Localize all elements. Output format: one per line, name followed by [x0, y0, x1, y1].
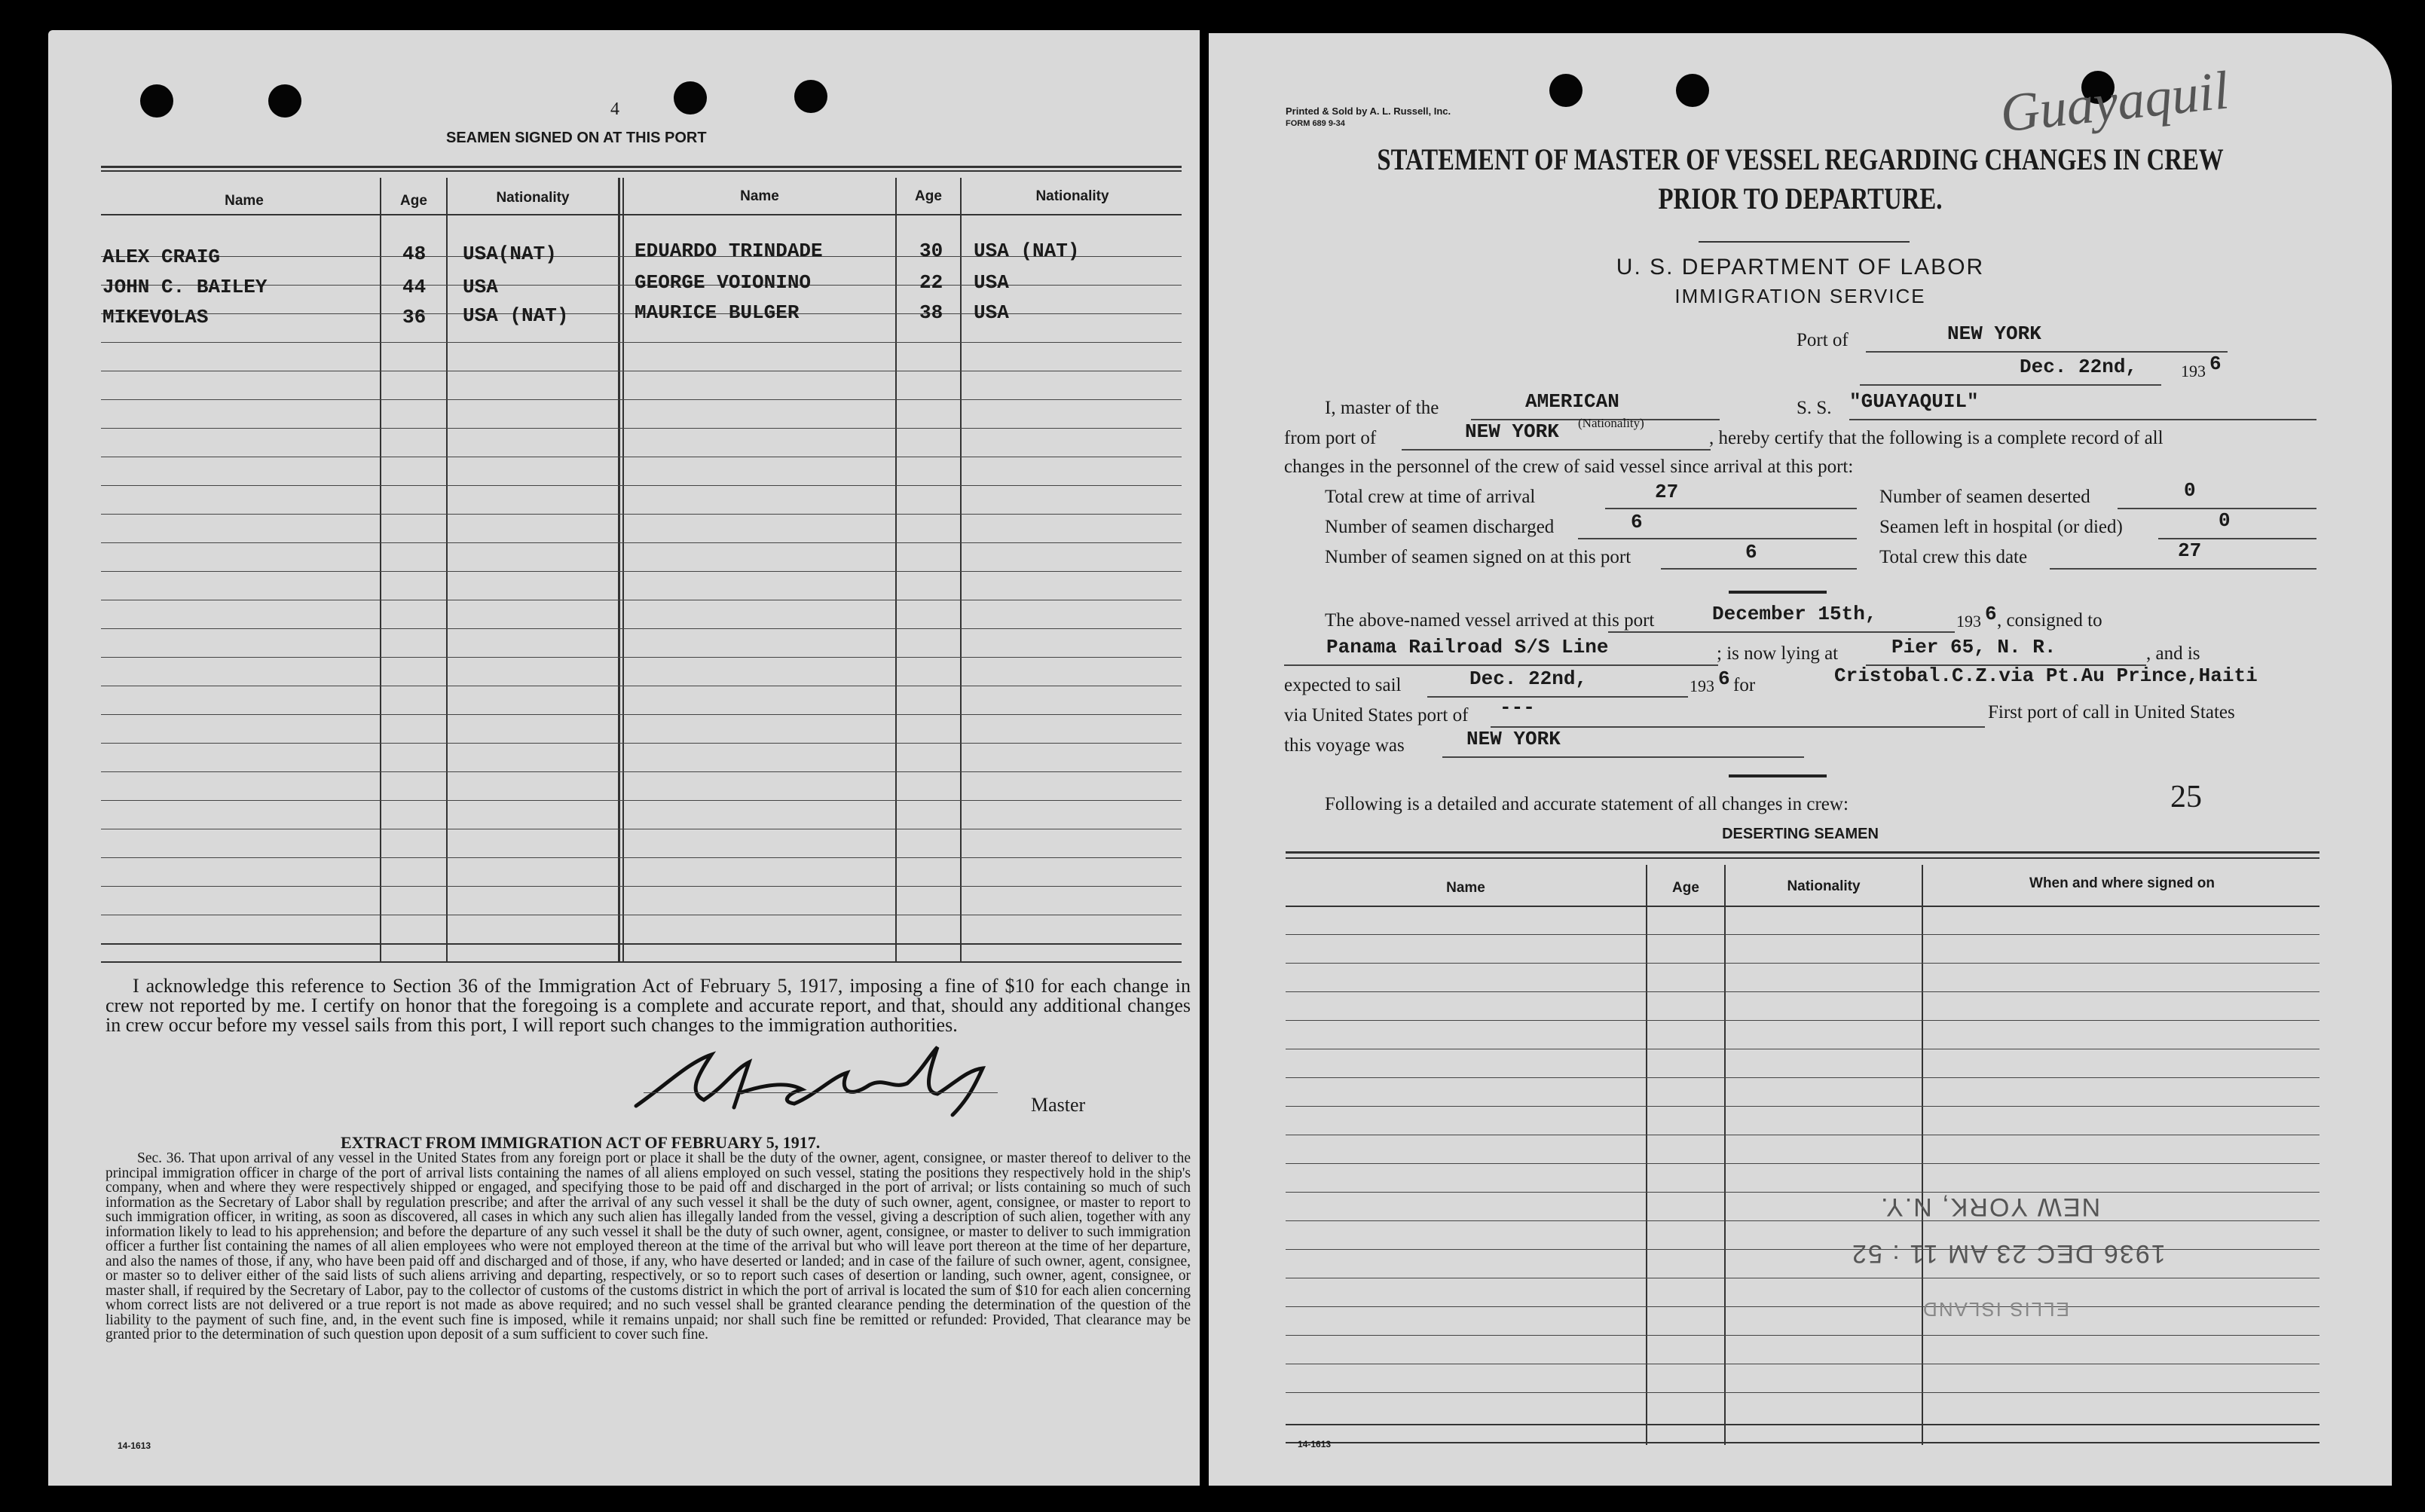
arrived-value: December 15th,: [1712, 603, 1877, 625]
table-cell-nationality: USA(NAT): [463, 243, 557, 265]
via-value: ---: [1500, 696, 1535, 719]
form-number: FORM 689 9-34: [1286, 119, 1345, 128]
total-crew-date-label: Total crew this date: [1879, 547, 2028, 567]
expected-value: Dec. 22nd,: [1469, 667, 1588, 690]
col-header-nationality: Nationality: [496, 190, 570, 206]
desert-col-nationality: Nationality: [1787, 878, 1861, 894]
desert-col-age: Age: [1672, 880, 1699, 896]
col-header-name: Name: [225, 193, 264, 209]
date-value: Dec. 22nd,: [2020, 356, 2138, 378]
receipt-stamp-line-3: ELLIS ISLAND: [1922, 1298, 2069, 1321]
printer-credit: Printed & Sold by A. L. Russell, Inc.: [1286, 105, 1451, 117]
col-header-nationality: Nationality: [1035, 188, 1109, 204]
table-cell-nationality: USA (NAT): [974, 240, 1080, 262]
form-title-line-1: STATEMENT OF MASTER OF VESSEL REGARDING CHANGES IN CREW: [1377, 142, 2224, 176]
department-name: U. S. DEPARTMENT OF LABOR: [1616, 255, 1985, 279]
table-cell-nationality: USA: [974, 301, 1009, 324]
table-cell-age: 48: [402, 243, 427, 265]
arrived-year-prefix: 193: [1956, 612, 1981, 631]
extract-title: EXTRACT FROM IMMIGRATION ACT OF FEBRUARY 5, 1917.: [341, 1133, 821, 1152]
port-of-value: NEW YORK: [1947, 322, 2041, 345]
consigned-label: , consigned to: [1997, 610, 2102, 631]
total-crew-arrival-value: 27: [1655, 481, 1679, 503]
signed-on-value: 6: [1745, 541, 1757, 564]
hospital-value: 0: [2219, 509, 2231, 532]
for-label: for: [1733, 675, 1756, 695]
year-prefix: 193: [2181, 362, 2206, 380]
receipt-stamp-line-2: 1936 DEC 23 AM 11 : 52: [1851, 1239, 2166, 1268]
extract-text: Sec. 36. That upon arrival of any vessel in the United States from any foreign port or place it shall be the duty of the owner, agent, consignee, or master thereof to deliver to the principal immigration officer in charge of the port of arrival lists containing the names of all aliens employed on such vessel, stating the positions they respectively hold in the ship's company, when and where they were respectively shipped or engaged, and specifying those to be paid off and discharged in the port of arrival; or lists containing so much of such information as the Secretary of Labor shall by regulation prescribe; and after the arrival of any such vessel it shall be the duty of such owner, agent, consignee, or master to report to such immigration officer, in writing, as soon as discovered, all cases in which any such alien has illegally landed from the vessel, giving a description of such alien, together with any information likely to lead to his apprehension; and before the departure of any such vessel it shall be the duty of such owner, agent, consignee, or master to deliver to such immigration officer a further list containing the names of all alien employees who were not employed thereon at the time of the arrival but who will leave port thereon at the time of her departure, and also the names of those, if any, who have been paid off and discharged and of those, if any, who have deserted or landed; and in case of the failure of such owner, agent, consignee, or master so to deliver either of the said lists of such aliens arriving and departing, respectively, or so to report such cases of desertion or landing, such owner, agent, consignee, or master shall, if required by the Secretary of Labor, pay to the collector of customs of the customs district in which the port of arrival is located the sum of $10 for each alien concerning whom correct lists are not delivered or a true report is not made as above required; and no such vessel shall be granted clearance pending the determination of the question of the liability to the payment of such fine, and, in the event such fine is imposed, while it remains unpaid; nor shall such fine be remitted or refunded: Provided, That clearance may be granted prior to the determination of such question upon deposit of a sum sufficient to cover such fine.: [106, 1150, 1191, 1342]
voyage-label: this voyage was: [1284, 735, 1405, 756]
table-cell-age: 36: [402, 306, 427, 328]
consignee-value: Panama Railroad S/S Line: [1326, 636, 1609, 658]
signed-on-label: Number of seamen signed on at this port: [1325, 547, 1631, 567]
and-is-label: , and is: [2146, 643, 2200, 664]
page-number: 4: [610, 99, 619, 119]
master-signature: [621, 1040, 1013, 1123]
table-cell-name: EDUARDO TRINDADE: [635, 240, 823, 262]
discharged-value: 6: [1631, 511, 1643, 533]
first-port-label: First port of call in United States: [1988, 702, 2235, 722]
table-cell-name: GEORGE VOIONINO: [635, 271, 812, 294]
desert-col-name: Name: [1446, 880, 1485, 896]
lying-label: ; is now lying at: [1717, 643, 1839, 664]
deserting-title: DESERTING SEAMEN: [1722, 826, 1879, 842]
discharged-label: Number of seamen discharged: [1325, 517, 1555, 537]
table-cell-age: 22: [919, 271, 943, 294]
table-cell-nationality: USA: [463, 276, 498, 298]
lying-value: Pier 65, N. R.: [1891, 636, 2057, 658]
punch-hole: [794, 80, 827, 113]
total-crew-date-value: 27: [2178, 539, 2202, 562]
handwritten-note: Guayaquil: [1997, 60, 2232, 144]
punch-hole: [140, 84, 173, 118]
port-of-label: Port of: [1797, 330, 1849, 350]
receipt-stamp-line-1: NEW YORK, N.Y.: [1879, 1193, 2101, 1221]
col-header-age: Age: [400, 193, 427, 209]
section-title: SEAMEN SIGNED ON AT THIS PORT: [446, 130, 707, 146]
col-header-age: Age: [915, 188, 942, 204]
table-cell-name: MAURICE BULGER: [635, 301, 800, 324]
punch-hole: [268, 84, 301, 118]
voyage-value: NEW YORK: [1466, 728, 1561, 750]
expected-year-suffix: 6: [1718, 667, 1730, 690]
acknowledgement-text: I acknowledge this reference to Section 36 of the Immigration Act of February 5, 1917, imposing a fine of $10 for each change in crew not reported by me. I certify on honor that the foregoing is a complete and accurate report, and that, should any additional changes in crew occur before my vessel sails from this port, I will report such changes to the immigration authorities.: [106, 975, 1191, 1036]
arrived-year-suffix: 6: [1985, 603, 1997, 625]
form-title-line-2: PRIOR TO DEPARTURE.: [1658, 182, 1943, 215]
following-label: Following is a detailed and accurate statement of all changes in crew:: [1325, 794, 1849, 814]
table-cell-name: JOHN C. BAILEY: [102, 276, 268, 298]
ship-name-value: "GUAYAQUIL": [1849, 390, 1979, 413]
desert-col-signed-on: When and where signed on: [2029, 875, 2215, 891]
destination-value: Cristobal.C.Z.via Pt.Au Prince,Haiti: [1834, 664, 2258, 687]
right-page: [1209, 33, 2392, 1486]
table-cell-name: ALEX CRAIG: [102, 246, 221, 268]
table-cell-age: 44: [402, 276, 427, 298]
certify-text: , hereby certify that the following is a complete record of all: [1709, 428, 2164, 448]
handwritten-number: 25: [2170, 780, 2202, 814]
hospital-label: Seamen left in hospital (or died): [1879, 517, 2123, 537]
form-code: 14-1613: [1298, 1439, 1332, 1449]
table-cell-age: 38: [919, 301, 943, 324]
expected-label: expected to sail: [1284, 675, 1402, 695]
left-page: [48, 30, 1200, 1486]
deserted-label: Number of seamen deserted: [1879, 487, 2090, 507]
ss-label: S. S.: [1797, 398, 1832, 418]
form-code: 14-1613: [118, 1440, 151, 1451]
deserted-value: 0: [2184, 479, 2196, 502]
nationality-value: AMERICAN: [1525, 390, 1619, 413]
table-cell-nationality: USA: [974, 271, 1009, 294]
punch-hole: [1549, 74, 1583, 107]
via-label: via United States port of: [1284, 705, 1469, 725]
expected-year-prefix: 193: [1690, 677, 1714, 695]
punch-hole: [674, 81, 707, 115]
table-cell-nationality: USA (NAT): [463, 304, 569, 327]
table-cell-name: MIKEVOLAS: [102, 306, 209, 328]
master-label: Master: [1031, 1094, 1086, 1116]
changes-text: changes in the personnel of the crew of said vessel since arrival at this port:: [1284, 457, 1854, 477]
col-header-name: Name: [740, 188, 779, 204]
year-suffix: 6: [2209, 353, 2222, 375]
total-crew-arrival-label: Total crew at time of arrival: [1325, 487, 1536, 507]
nationality-caption: (Nationality): [1578, 416, 1644, 430]
table-cell-age: 30: [919, 240, 943, 262]
service-name: IMMIGRATION SERVICE: [1674, 285, 1926, 307]
arrived-label: The above-named vessel arrived at this port: [1325, 610, 1655, 631]
from-port-value: NEW YORK: [1465, 420, 1559, 443]
master-of-label: I, master of the: [1325, 398, 1439, 418]
from-port-label: from port of: [1284, 428, 1377, 448]
punch-hole: [1676, 74, 1709, 107]
